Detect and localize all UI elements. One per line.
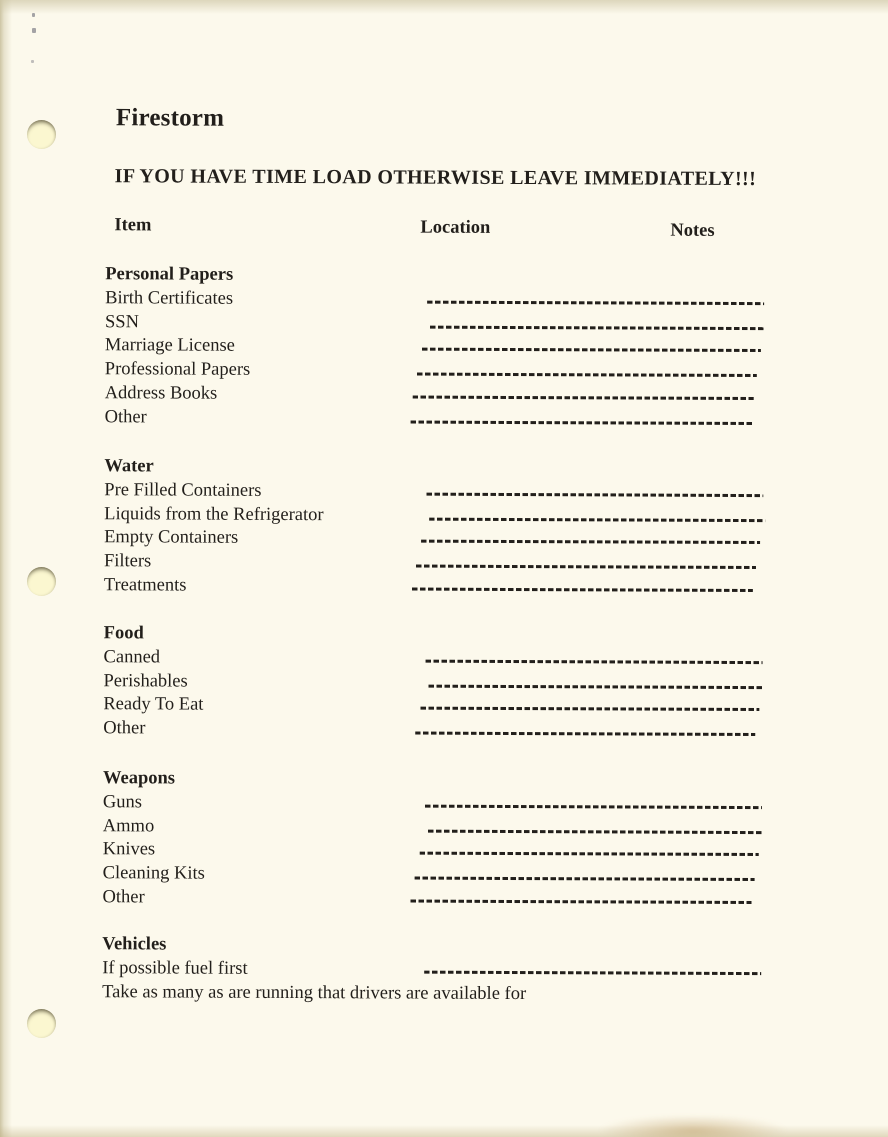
list-item	[102, 957, 812, 984]
item-label: Canned	[103, 646, 161, 668]
section-heading: Vehicles	[102, 934, 167, 955]
item-label: Cleaning Kits	[102, 863, 205, 884]
item-label: Professional Papers	[104, 359, 251, 381]
location-line	[420, 852, 759, 856]
item-label: Other	[102, 887, 145, 908]
list-item	[105, 335, 815, 362]
list-item	[104, 503, 814, 530]
item-label: If possible fuel first	[102, 957, 248, 979]
location-line	[413, 396, 754, 400]
item-label: Other	[103, 718, 146, 739]
column-header-location: Location	[420, 217, 491, 238]
item-label: SSN	[104, 311, 140, 332]
location-line	[411, 420, 753, 424]
item-label: Other	[104, 406, 147, 428]
list-item	[103, 694, 813, 721]
item-label: Birth Certificates	[105, 287, 234, 309]
location-line	[427, 300, 764, 304]
location-line	[415, 877, 755, 881]
list-item	[105, 406, 815, 433]
location-line	[424, 970, 761, 974]
section-personal-papers	[105, 263, 816, 433]
item-label: Treatments	[103, 575, 187, 596]
list-item	[104, 646, 814, 673]
list-item	[105, 358, 815, 385]
location-line	[426, 659, 763, 663]
location-line	[412, 588, 753, 592]
section-heading: Weapons	[102, 768, 176, 789]
column-header-notes: Notes	[670, 220, 715, 241]
list-item	[105, 287, 815, 314]
location-line	[420, 707, 759, 711]
section-water	[104, 455, 815, 601]
location-line	[417, 373, 757, 377]
page-title: Firestorm	[115, 104, 225, 132]
item-label: Pre Filled Containers	[104, 479, 262, 501]
list-item	[103, 791, 813, 818]
item-label: Guns	[102, 791, 143, 813]
item-label: Marriage License	[104, 335, 235, 357]
location-line	[411, 900, 752, 904]
location-line	[421, 540, 760, 544]
location-line	[428, 829, 764, 833]
list-item	[103, 815, 813, 842]
section-heading: Food	[103, 623, 144, 644]
section-food	[103, 622, 814, 744]
list-item	[105, 311, 815, 338]
item-label: Filters	[103, 551, 152, 572]
location-line	[416, 565, 756, 569]
item-label: Perishables	[103, 670, 188, 692]
column-header-item: Item	[114, 215, 152, 236]
warning-text: IF YOU HAVE TIME LOAD OTHERWISE LEAVE IMMEDIATELY!!!	[114, 165, 757, 191]
location-line	[422, 348, 761, 352]
section-weapons	[102, 767, 813, 913]
item-label: Ready To Eat	[103, 694, 204, 716]
list-item	[103, 717, 813, 744]
item-label: Empty Containers	[104, 527, 239, 549]
location-line	[430, 325, 766, 329]
section-heading: Water	[104, 456, 154, 477]
list-item	[103, 839, 813, 866]
item-label: Address Books	[104, 383, 218, 404]
list-item	[105, 382, 815, 409]
location-line	[428, 684, 764, 688]
list-item	[103, 862, 813, 889]
section-vehicles	[102, 933, 812, 1007]
location-line	[415, 732, 755, 736]
item-label: Take as many as are running that drivers are available for	[102, 981, 527, 1004]
section-heading: Personal Papers	[105, 264, 234, 285]
location-line	[425, 804, 762, 808]
list-item	[104, 527, 814, 554]
list-item	[104, 574, 814, 601]
list-item	[102, 981, 812, 1008]
item-label: Liquids from the Refrigerator	[104, 503, 324, 525]
item-label: Ammo	[102, 815, 155, 837]
list-item	[103, 670, 813, 697]
list-item	[104, 479, 814, 506]
list-item	[102, 886, 812, 913]
location-line	[429, 517, 765, 521]
item-label: Knives	[102, 839, 156, 860]
location-line	[426, 492, 763, 496]
list-item	[104, 550, 814, 577]
